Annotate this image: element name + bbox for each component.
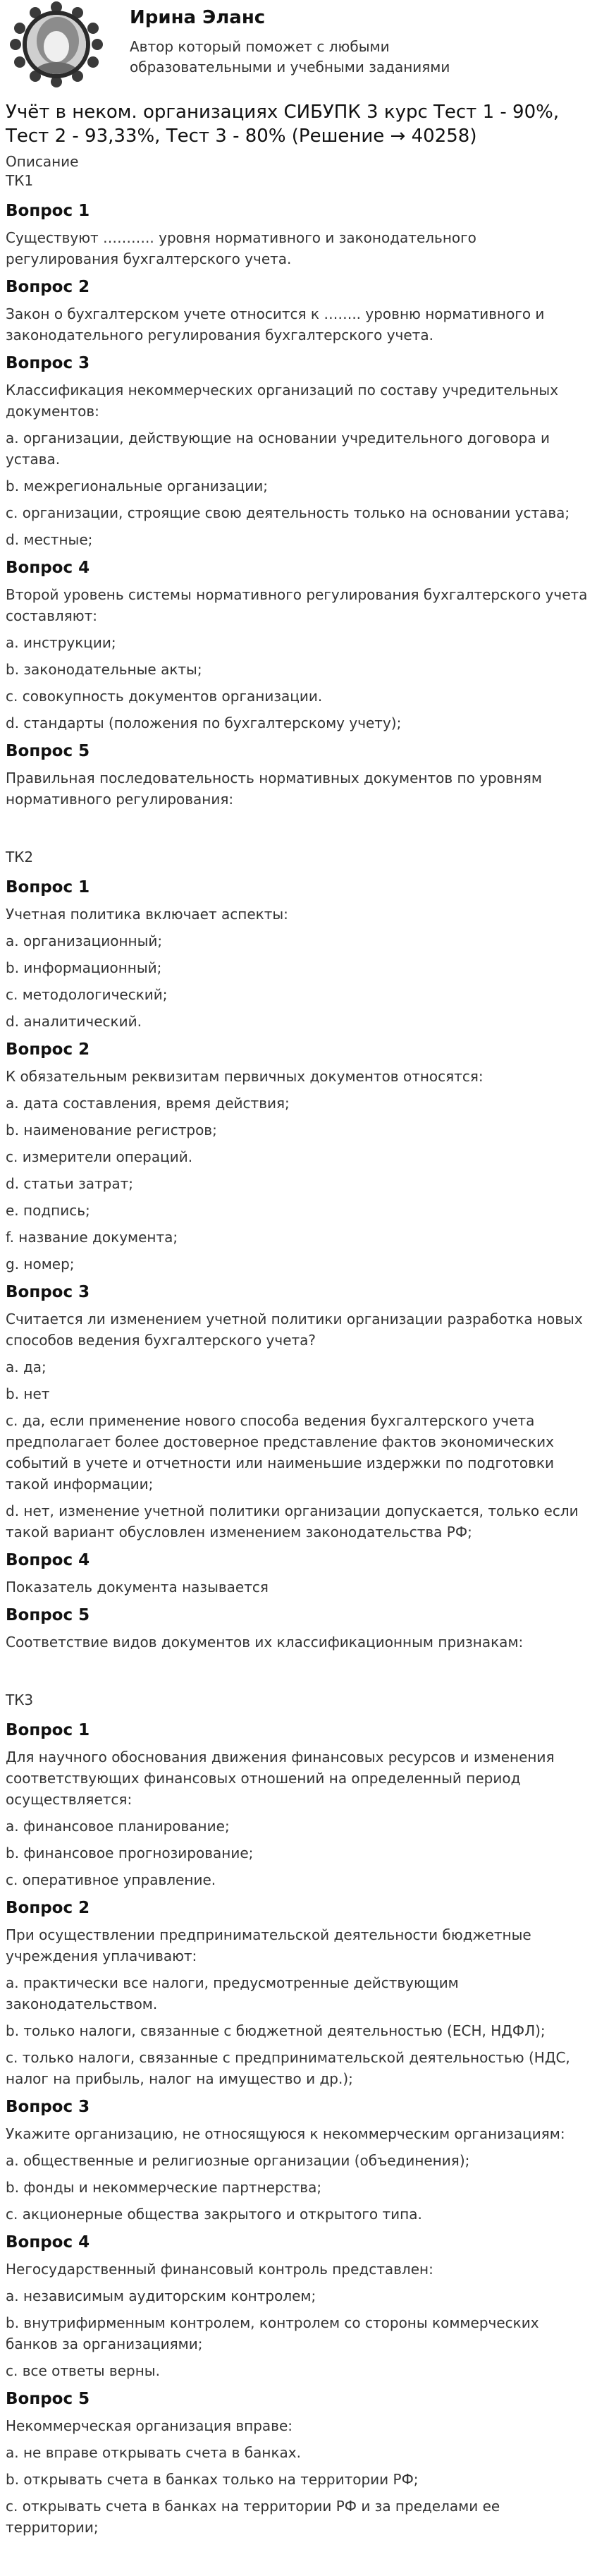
answer-option: c. измерители операций. [6,1148,193,1165]
question-block [6,2388,591,2538]
page-title: Учёт в неком. организациях СИБУПК 3 курс Тест 1 - 90%, Тест 2 - 93,33%, Тест 3 - 80% (Решение → 40258) [6,102,560,147]
answer-option: b. нет [6,1385,50,1402]
answer-option: f. название документа; [6,1229,178,1246]
answer-option: c. только налоги, связанные с предпринимательской деятельностью (НДС, налог на прибыль, налог на имущество и др.); [6,2049,570,2087]
question-text: К обязательным реквизитам первичных документов относятся: [6,1068,484,1085]
author-avatar[interactable] [6,0,107,89]
answer-option: d. нет, изменение учетной политики организации допускается, только если такой вариант обусловлен изменением законодательства РФ; [6,1502,579,1541]
question-text: Второй уровень системы нормативного регулирования бухгалтерского учета составляют: [6,586,588,624]
answer-option: a. независимым аудиторским контролем; [6,2288,316,2304]
question-block [6,1605,591,1653]
question-block [6,1720,591,1890]
answer-option: c. организации, строящие свою деятельность только на основании устава; [6,504,570,521]
question-heading: Вопрос 3 [6,2098,90,2116]
question-text: Существуют ……….. уровня нормативного и законодательного регулирования бухгалтерского учета. [6,229,476,267]
question-text: Негосударственный финансовый контроль представлен: [6,2261,433,2278]
answer-option: a. общественные и религиозные организации (объединения); [6,2152,470,2169]
question-block [6,200,591,269]
answer-option: b. только налоги, связанные с бюджетной деятельностью (ЕСН, НДФЛ); [6,2022,546,2039]
question-group [6,848,591,1653]
answer-option: a. организации, действующие на основании учредительного договора и устава. [6,430,550,468]
question-block [6,353,591,550]
question-text: Закон о бухгалтерском учете относится к …….. уровню нормативного и законодательного регулирования бухгалтерского учета. [6,305,545,344]
answer-option: a. да; [6,1359,47,1375]
question-groups [6,171,591,2538]
answer-option: b. фонды и некоммерческие партнерства; [6,2179,322,2196]
answer-option: d. местные; [6,531,93,548]
answer-option: b. информационный; [6,959,162,976]
question-heading: Вопрос 4 [6,2233,90,2252]
answer-option: b. внутрифирменным контролем, контролем со стороны коммерческих банков за организациями; [6,2314,539,2352]
question-block [6,277,591,346]
question-heading: Вопрос 3 [6,354,90,372]
question-block [6,1550,591,1598]
answer-option: a. не вправе открывать счета в банках. [6,2444,301,2461]
question-heading: Вопрос 3 [6,1283,90,1301]
answer-option: b. наименование регистров; [6,1122,217,1138]
question-block [6,2096,591,2225]
question-text: Для научного обоснования движения финансовых ресурсов и изменения соответствующих финансовых отношений на определенный период осуществляется: [6,1749,555,1808]
question-block [6,877,591,1032]
question-heading: Вопрос 1 [6,1721,90,1739]
answer-option: c. методологический; [6,986,168,1003]
answer-option: a. дата составления, время действия; [6,1095,290,1112]
question-text: Классификация некоммерческих организаций по составу учредительных документов: [6,382,559,420]
question-text: Показатель документа называется [6,1579,269,1596]
question-text: Соответствие видов документов их классификационным признакам: [6,1634,524,1651]
group-name: ТК2 [6,849,34,865]
question-text: Укажите организацию, не относящуюся к некоммерческим организациям: [6,2125,565,2142]
answer-option: c. оперативное управление. [6,1871,216,1888]
question-heading: Вопрос 2 [6,278,90,296]
question-text: Некоммерческая организация вправе: [6,2417,293,2434]
question-text: Правильная последовательность нормативных документов по уровням нормативного регулирования: [6,770,542,808]
answer-option: c. открывать счета в банках на территории РФ и за пределами ее территории; [6,2498,500,2536]
question-heading: Вопрос 4 [6,559,90,577]
answer-option: b. открывать счета в банках только на территории РФ; [6,2471,419,2488]
answer-option: b. межрегиональные организации; [6,478,269,494]
question-heading: Вопрос 2 [6,1040,90,1059]
answer-option: b. законодательные акты; [6,661,202,678]
question-block [6,557,591,734]
description-label: Описание [6,153,79,170]
author-description: Автор который поможет с любыми образовательными и учебными заданиями [130,38,450,75]
answer-option: c. все ответы верны. [6,2362,160,2379]
answer-option: d. стандарты (положения по бухгалтерскому учету); [6,715,402,731]
question-block [6,1897,591,2089]
question-block [6,2232,591,2381]
answer-option: b. финансовое прогнозирование; [6,1845,254,1861]
author-name[interactable]: Ирина Эланс [130,7,266,28]
question-text: Учетная политика включает аспекты: [6,906,288,923]
answer-option: a. практически все налоги, предусмотренные действующим законодательством. [6,1974,459,2012]
answer-option: d. аналитический. [6,1013,142,1030]
answer-option: a. финансовое планирование; [6,1818,230,1835]
answer-option: c. да, если применение нового способа ведения бухгалтерского учета предполагает более достоверное представление фактов экономических событий в учете и отчетности или наименьшие издержки по подготовки такой информации; [6,1412,555,1493]
answer-option: a. организационный; [6,932,163,949]
question-block [6,1282,591,1543]
question-text: При осуществлении предпринимательской деятельности бюджетные учреждения уплачивают: [6,1926,531,1964]
question-group [6,1691,591,2538]
question-heading: Вопрос 1 [6,202,90,220]
author-header [0,0,597,90]
question-heading: Вопрос 4 [6,1551,90,1569]
answer-option: c. совокупность документов организации. [6,688,323,705]
question-heading: Вопрос 1 [6,878,90,897]
question-block [6,741,591,810]
question-heading: Вопрос 5 [6,2390,90,2408]
question-group [6,171,591,810]
question-heading: Вопрос 5 [6,1606,90,1624]
group-name: ТК3 [6,1691,34,1708]
question-block [6,1039,591,1275]
answer-option: g. номер; [6,1256,75,1272]
main-content [0,100,597,2538]
question-text: Считается ли изменением учетной политики организации разработка новых способов ведения бухгалтерского учета? [6,1311,583,1349]
answer-option: c. акционерные общества закрытого и открытого типа. [6,2206,422,2223]
group-name: ТК1 [6,172,34,189]
question-heading: Вопрос 5 [6,742,90,760]
answer-option: d. статьи затрат; [6,1175,133,1192]
answer-option: a. инструкции; [6,634,116,651]
answer-option: e. подпись; [6,1202,90,1219]
question-heading: Вопрос 2 [6,1899,90,1917]
